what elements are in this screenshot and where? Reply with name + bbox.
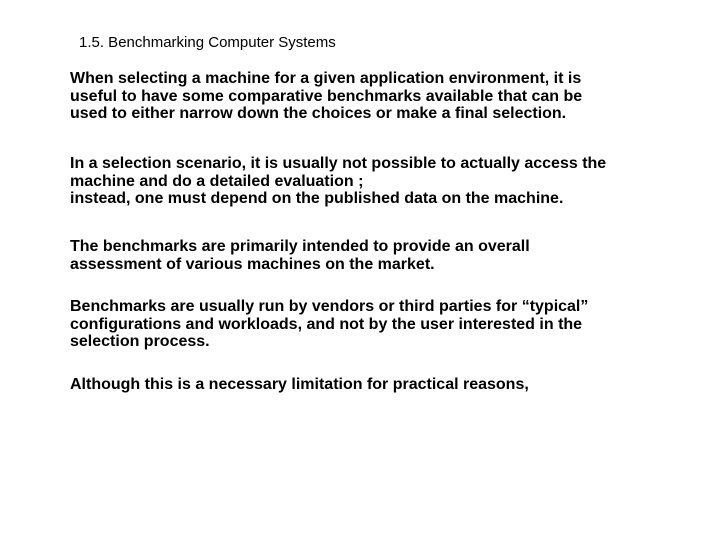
slide-title: 1.5. Benchmarking Computer Systems	[79, 34, 336, 51]
paragraph-line: The benchmarks are primarily intended to provide an overall	[70, 238, 530, 255]
paragraph-machine-selection	[70, 70, 700, 123]
paragraph-line: machine and do a detailed evaluation ;	[70, 172, 364, 190]
paragraph-selection-scenario	[70, 155, 700, 208]
paragraph-line: assessment of various machines on the market.	[70, 255, 435, 273]
paragraph-benchmark-vendors	[70, 298, 700, 351]
paragraph-line: Although this is a necessary limitation for practical reasons,	[70, 376, 529, 393]
paragraph-line: used to either narrow down the choices or make a final selection.	[70, 105, 567, 122]
paragraph-line: selection process.	[70, 333, 210, 350]
paragraph-line: useful to have some comparative benchmarks available that can be	[70, 87, 583, 105]
paragraph-benchmark-purpose	[70, 238, 700, 273]
paragraph-line: Benchmarks are usually run by vendors or third parties for “typical”	[70, 298, 589, 315]
paragraph-line: instead, one must depend on the published data on the machine.	[70, 190, 564, 207]
paragraph-line: When selecting a machine for a given application environment, it is	[70, 70, 582, 87]
paragraph-limitation	[70, 376, 700, 394]
paragraph-line: In a selection scenario, it is usually not possible to actually access the	[70, 155, 607, 172]
paragraph-line: configurations and workloads, and not by the user interested in the	[70, 315, 583, 333]
